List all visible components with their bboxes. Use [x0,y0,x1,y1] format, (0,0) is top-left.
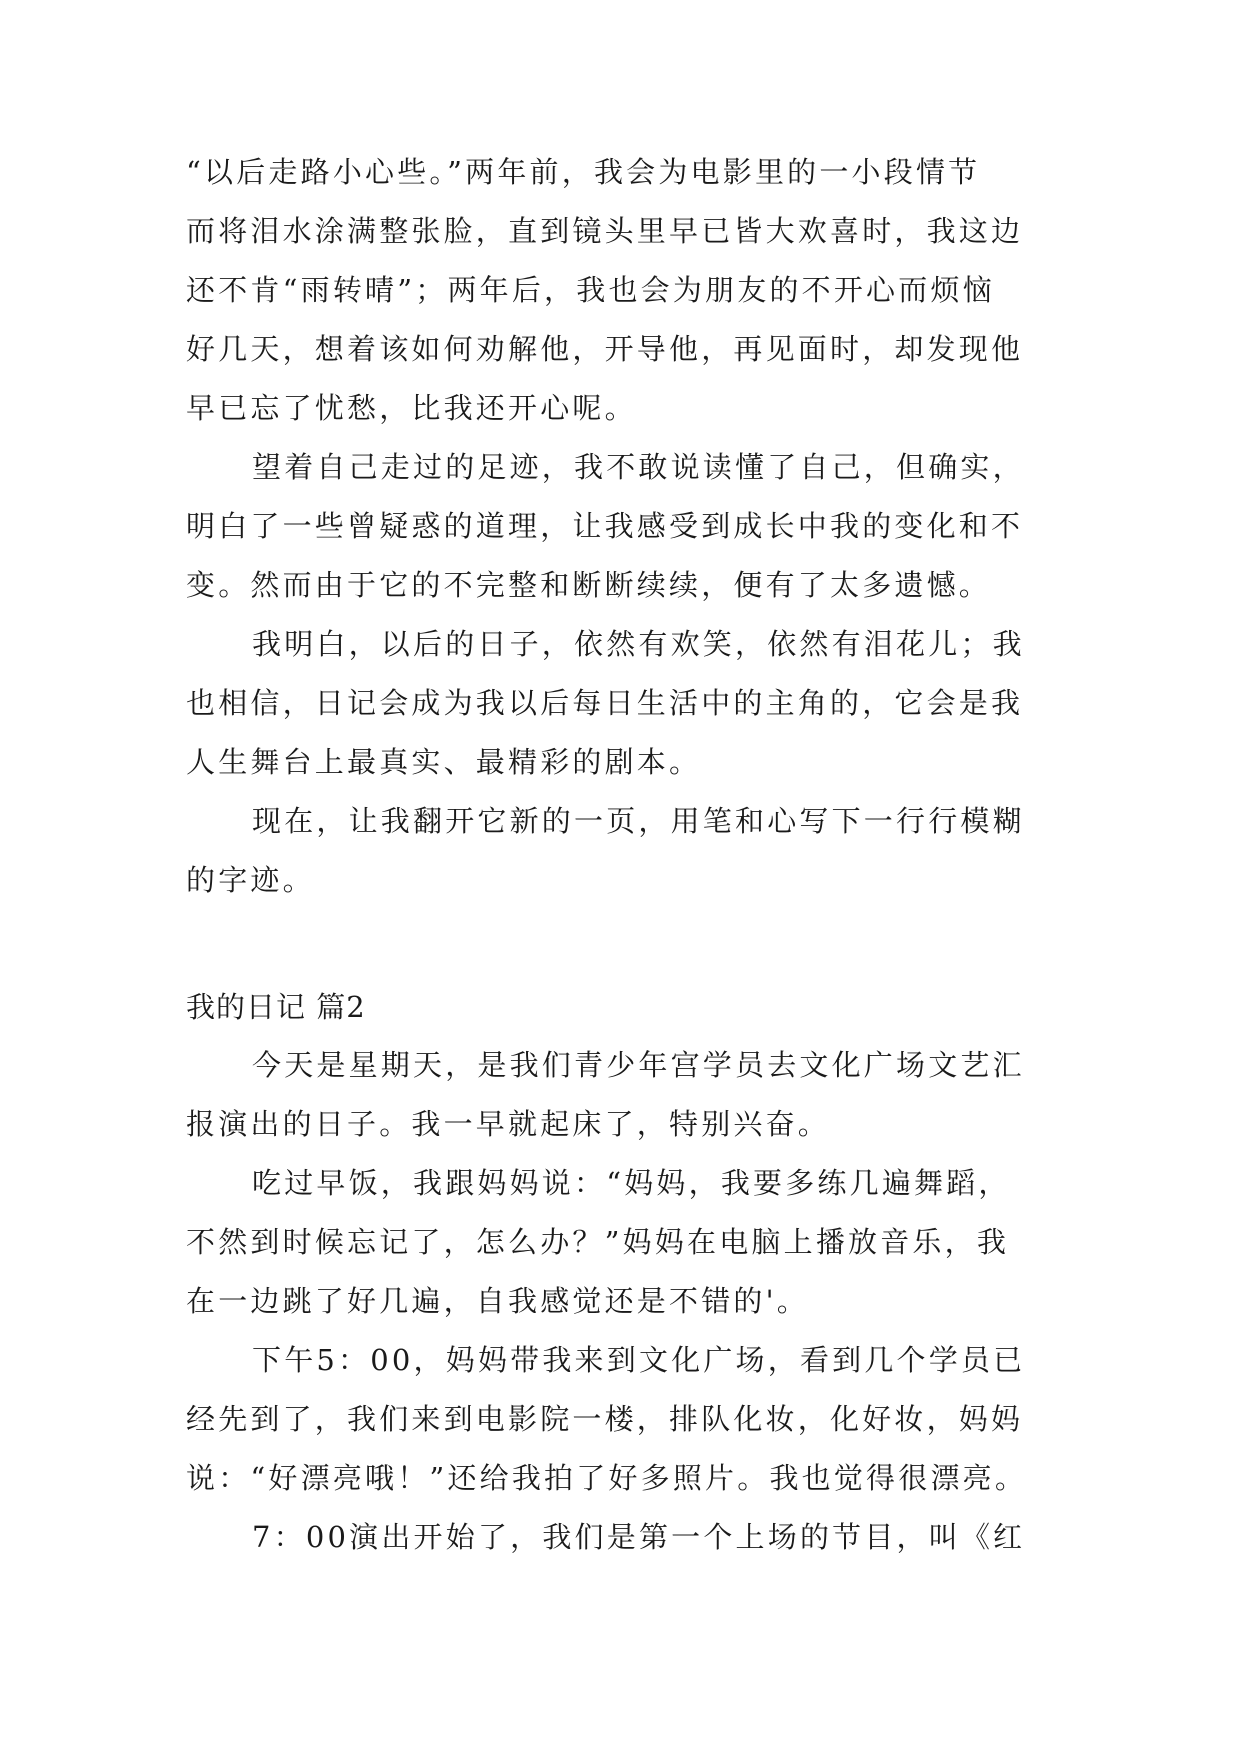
text-line: “以后走路小心些。”两年前，我会为电影里的一小段情节 [186,155,981,189]
text-line: 在一边跳了好几遍，自我感觉还是不错的'。 [186,1284,809,1318]
text-line: 还不肯“雨转晴”；两年后，我也会为朋友的不开心而烦恼 [186,273,995,307]
text-line: 人生舞台上最真实、最精彩的剧本。 [186,745,702,779]
text-line: 不然到时候忘记了，怎么办？”妈妈在电脑上播放音乐，我 [186,1225,1010,1259]
text-line: 也相信，日记会成为我以后每日生活中的主角的，它会是我 [186,686,1024,720]
text-line: 下午5：00，妈妈带我来到文化广场，看到几个学员已 [252,1343,1026,1377]
text-line: 好几天，想着该如何劝解他，开导他，再见面时，却发现他 [186,332,1024,366]
text-line: 的字迹。 [186,863,315,897]
text-line: 今天是星期天，是我们青少年宫学员去文化广场文艺汇 [252,1048,1025,1082]
diary-part-2 [186,1036,1056,1567]
text-line: 早已忘了忧愁，比我还开心呢。 [186,391,637,425]
text-line: 报演出的日子。我一早就起床了，特别兴奋。 [186,1107,831,1141]
text-line: 现在，让我翻开它新的一页，用笔和心写下一行行模糊 [252,804,1025,838]
diary-part-1 [186,143,1056,910]
text-line: 说：“好漂亮哦！”还给我拍了好多照片。我也觉得很漂亮。 [186,1461,1028,1495]
text-line: 变。然而由于它的不完整和断断续续，便有了太多遗憾。 [186,568,992,602]
text-line: 经先到了，我们来到电影院一楼，排队化妆，化好妆，妈妈 [186,1402,1024,1436]
text-line: 明白了一些曾疑惑的道理，让我感受到成长中我的变化和不 [186,509,1024,543]
text-line: 望着自己走过的足迹，我不敢说读懂了自己，但确实， [252,450,1025,484]
text-line: 我明白，以后的日子，依然有欢笑，依然有泪花儿；我 [252,627,1025,661]
text-line: 7：00演出开始了，我们是第一个上场的节目，叫《红 [252,1520,1026,1554]
text-line: 而将泪水涂满整张脸，直到镜头里早已皆大欢喜时，我这边 [186,214,1024,248]
section-title: 我的日记 篇2 [186,990,366,1024]
text-line: 吃过早饭，我跟妈妈说：“妈妈，我要多练几遍舞蹈， [252,1166,1011,1200]
